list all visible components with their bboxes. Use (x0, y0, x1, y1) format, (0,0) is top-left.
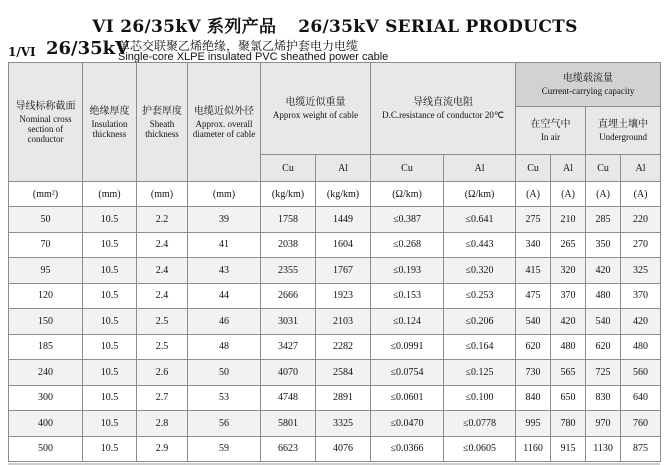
table-cell: 56 (188, 411, 261, 437)
table-cell: 1604 (316, 232, 371, 258)
table-cell: ≤0.0605 (444, 436, 516, 462)
unit-cell: (mm²) (9, 182, 83, 207)
table-cell: 240 (9, 360, 83, 386)
table-cell: 10.5 (83, 232, 137, 258)
table-cell: 53 (188, 385, 261, 411)
table-cell: 10.5 (83, 207, 137, 233)
table-cell: 560 (621, 360, 661, 386)
table-cell: 3325 (316, 411, 371, 437)
unit-cell: (mm) (83, 182, 137, 207)
table-cell: 2282 (316, 334, 371, 360)
table-cell: 300 (9, 385, 83, 411)
table-cell: 475 (516, 283, 551, 309)
subtitle-english: Single-core XLPE insulated PVC sheathed power cable (118, 51, 389, 63)
table-cell: 830 (586, 385, 621, 411)
title-left: VI 26/35kV 系列产品 (92, 17, 277, 37)
table-cell: ≤0.641 (444, 207, 516, 233)
table-cell: 10.5 (83, 411, 137, 437)
table-cell: 620 (516, 334, 551, 360)
header-resistance-al: Al (444, 155, 516, 182)
table-cell: 5801 (261, 411, 316, 437)
unit-cell: (kg/km) (261, 182, 316, 207)
subtitle-chinese: 单芯交联聚乙烯绝缘，聚氯乙烯护套电力电缆 (118, 39, 359, 53)
table-cell: 1449 (316, 207, 371, 233)
unit-cell: (A) (551, 182, 586, 207)
unit-cell: (A) (621, 182, 661, 207)
table-cell: 725 (586, 360, 621, 386)
title-right: 26/35kV SERIAL PRODUCTS (298, 17, 578, 37)
table-cell: 10.5 (83, 309, 137, 335)
table-cell: 2584 (316, 360, 371, 386)
header-resistance-cu: Cu (371, 155, 444, 182)
table-cell: 650 (551, 385, 586, 411)
header-weight-cu: Cu (261, 155, 316, 182)
table-cell: ≤0.125 (444, 360, 516, 386)
table-cell: 540 (516, 309, 551, 335)
table-cell: ≤0.253 (444, 283, 516, 309)
table-cell: ≤0.0754 (371, 360, 444, 386)
table-cell: 2891 (316, 385, 371, 411)
table-cell: 10.5 (83, 283, 137, 309)
table-cell: 565 (551, 360, 586, 386)
table-cell: 1767 (316, 258, 371, 284)
unit-row-group (9, 182, 661, 207)
table-cell: ≤0.0991 (371, 334, 444, 360)
table-cell: 3031 (261, 309, 316, 335)
header-sheath: 护套厚度 Sheath thickness (137, 63, 188, 182)
table-cell: 10.5 (83, 334, 137, 360)
table-cell: 760 (621, 411, 661, 437)
table-cell: 2.4 (137, 232, 188, 258)
table-cell: 95 (9, 258, 83, 284)
table-cell: 39 (188, 207, 261, 233)
table-cell: 2666 (261, 283, 316, 309)
table-cell: 480 (551, 334, 586, 360)
table-cell: 540 (586, 309, 621, 335)
table-row (9, 411, 661, 437)
unit-cell: (Ω/km) (371, 182, 444, 207)
header-insulation: 绝缘厚度 Insulation thickness (83, 63, 137, 182)
table-cell: 120 (9, 283, 83, 309)
table-cell: 265 (551, 232, 586, 258)
table-cell: 995 (516, 411, 551, 437)
table-cell: 875 (621, 436, 661, 462)
table-cell: ≤0.0470 (371, 411, 444, 437)
header-resistance: 导线直流电阻 D.C.resistance of conductor 20℃ (371, 63, 516, 155)
table-number: 1/VI (8, 45, 36, 59)
table-cell: 340 (516, 232, 551, 258)
table-row (9, 258, 661, 284)
table-cell: 500 (9, 436, 83, 462)
table-cell: 270 (621, 232, 661, 258)
table-cell: 10.5 (83, 436, 137, 462)
unit-cell: (A) (586, 182, 621, 207)
table-cell: 10.5 (83, 385, 137, 411)
header-section: 导线标称截面 Nominal cross section of conductor (9, 63, 83, 182)
table-row (9, 436, 661, 462)
unit-cell: (Ω/km) (444, 182, 516, 207)
table-cell: 2355 (261, 258, 316, 284)
table-cell: 2.5 (137, 334, 188, 360)
header-underground: 直埋土壤中 Underground (586, 107, 661, 155)
table-cell: 220 (621, 207, 661, 233)
table-cell: 43 (188, 258, 261, 284)
header-weight-al: Al (316, 155, 371, 182)
table-row (9, 283, 661, 309)
table-cell: ≤0.193 (371, 258, 444, 284)
header-current: 电缆载流量 Current-carrying capacity (516, 63, 661, 107)
table-cell: 1923 (316, 283, 371, 309)
table-row (9, 385, 661, 411)
table-cell: 3427 (261, 334, 316, 360)
table-cell: 150 (9, 309, 83, 335)
table-cell: 285 (586, 207, 621, 233)
table-cell: ≤0.153 (371, 283, 444, 309)
table-cell: 2.4 (137, 283, 188, 309)
table-cell: 480 (586, 283, 621, 309)
table-cell: 4748 (261, 385, 316, 411)
table-row (9, 334, 661, 360)
table-cell: 41 (188, 232, 261, 258)
table-cell: 2.4 (137, 258, 188, 284)
table-cell: 320 (551, 258, 586, 284)
unit-row (9, 182, 661, 207)
table-cell: 780 (551, 411, 586, 437)
table-cell: 2.8 (137, 411, 188, 437)
table-row (9, 309, 661, 335)
unit-cell: (kg/km) (316, 182, 371, 207)
table-cell: 210 (551, 207, 586, 233)
table-cell: 415 (516, 258, 551, 284)
table-cell: ≤0.124 (371, 309, 444, 335)
unit-cell: (mm) (137, 182, 188, 207)
table-cell: 10.5 (83, 360, 137, 386)
table-cell: 185 (9, 334, 83, 360)
page-title (0, 12, 670, 37)
table-cell: 420 (621, 309, 661, 335)
table-cell: 2.2 (137, 207, 188, 233)
table-cell: ≤0.387 (371, 207, 444, 233)
table-cell: 70 (9, 232, 83, 258)
table-cell: 10.5 (83, 258, 137, 284)
table-cell: 2038 (261, 232, 316, 258)
table-cell: ≤0.0601 (371, 385, 444, 411)
table-cell: ≤0.0778 (444, 411, 516, 437)
table-cell: 420 (551, 309, 586, 335)
table-cell: 2.6 (137, 360, 188, 386)
header-air-cu: Cu (516, 155, 551, 182)
header-ground-cu: Cu (586, 155, 621, 182)
cable-spec-table (8, 62, 661, 462)
table-cell: 2103 (316, 309, 371, 335)
table-cell: ≤0.206 (444, 309, 516, 335)
voltage-rating: 26/35kV (46, 38, 130, 59)
table-row (9, 207, 661, 233)
header-air-al: Al (551, 155, 586, 182)
table-cell: 840 (516, 385, 551, 411)
table-cell: ≤0.320 (444, 258, 516, 284)
table-cell: 1758 (261, 207, 316, 233)
header-weight: 电缆近似重量 Approx weight of cable (261, 63, 371, 155)
table-cell: 325 (621, 258, 661, 284)
table-cell: 370 (551, 283, 586, 309)
table-cell: ≤0.443 (444, 232, 516, 258)
data-rows (9, 207, 661, 462)
table-cell: 48 (188, 334, 261, 360)
table-cell: 350 (586, 232, 621, 258)
table-row (9, 232, 661, 258)
table-cell: 400 (9, 411, 83, 437)
table-cell: 59 (188, 436, 261, 462)
table-cell: 4070 (261, 360, 316, 386)
table-cell: ≤0.164 (444, 334, 516, 360)
table-cell: 480 (621, 334, 661, 360)
header-diameter: 电缆近似外径 Approx. overall diameter of cable (188, 63, 261, 182)
unit-cell: (A) (516, 182, 551, 207)
table-cell: 275 (516, 207, 551, 233)
table-cell: 1130 (586, 436, 621, 462)
table-cell: 4076 (316, 436, 371, 462)
table-cell: 2.5 (137, 309, 188, 335)
table-cell: 50 (9, 207, 83, 233)
table-row (9, 360, 661, 386)
table-cell: 6623 (261, 436, 316, 462)
table-cell: 420 (586, 258, 621, 284)
table-cell: ≤0.268 (371, 232, 444, 258)
header-ground-al: Al (621, 155, 661, 182)
table-cell: ≤0.0366 (371, 436, 444, 462)
table-cell: 2.7 (137, 385, 188, 411)
table-cell: 44 (188, 283, 261, 309)
table-cell: 915 (551, 436, 586, 462)
unit-cell: (mm) (188, 182, 261, 207)
table-cell: 46 (188, 309, 261, 335)
table-cell: 970 (586, 411, 621, 437)
table-cell: 640 (621, 385, 661, 411)
header-in-air: 在空气中 In air (516, 107, 586, 155)
table-cell: 2.9 (137, 436, 188, 462)
table-cell: 50 (188, 360, 261, 386)
table-cell: 730 (516, 360, 551, 386)
table-cell: 620 (586, 334, 621, 360)
table-cell: 1160 (516, 436, 551, 462)
table-cell: ≤0.100 (444, 385, 516, 411)
table-cell: 370 (621, 283, 661, 309)
